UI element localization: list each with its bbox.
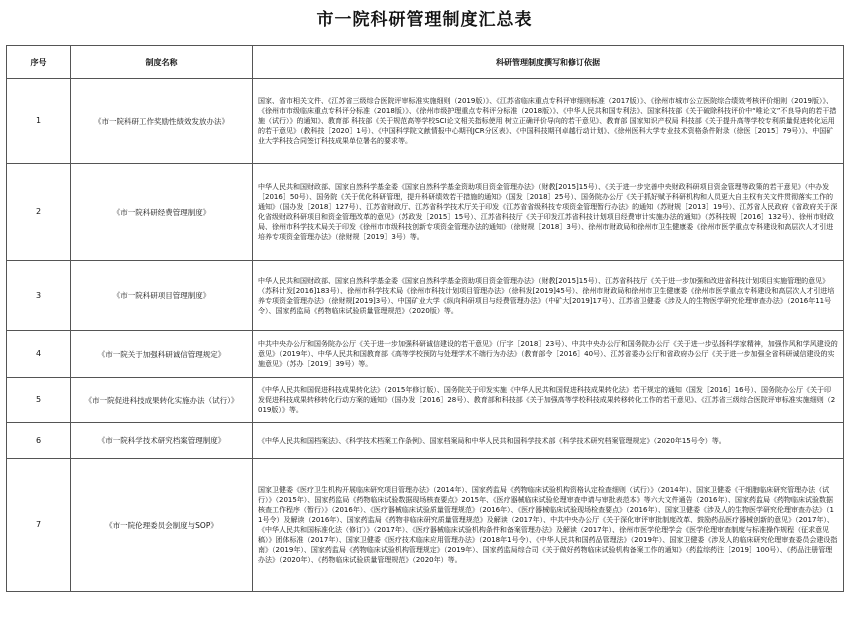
row-basis: 中华人民共和国财政部、国家自然科学基金委《国家自然科学基金资助项目资金管理办法》（财教[2015]15号）、江苏省科技厅《关于进一步加强和改进省科技计划项目实施管理的意见》（苏科计发[2016]183号）、徐州市科学技术局《徐州市科技计划项目管理办法》（徐科发[2019]45号）、徐州市财政局和徐州市卫生健康委《徐州市医学重点专科建设和高层次人才引进培养专项资金管理办法》（徐财规[2019]3号）、中国矿业大学《纵向科研项目与经费管理办法》（中矿大[2019]17号）、江苏省卫健委《涉及人的生物医学研究伦理审查办法》（2016年11号令）、国家药监局《药物临床试验质量管理规范》（2020版）等。: [253, 261, 844, 331]
row-basis: 国家卫健委《医疗卫生机构开展临床研究项目管理办法》（2014年）、国家药监局《药物临床试验机构资格认定检查细则（试行）》（2014年）、国家卫健委《干细胞临床研究管理办法（试行）》（2015年）、国家药监局《药物临床试验数据现场核查要点》2015年、《医疗器械临床试验伦理审查申请与审批表范本》等六大文件通告（2016年）、国家药监局《药物临床试验数据核查工作程序（暂行）》（2016年）、《医疗器械临床试验质量管理规范》（2016年）、《医疗器械临床试验现场检查要点》（2016年）、国家卫健委《涉及人的生物医学研究伦理审查办法》（11号令）及解读（2016年）、国家药监局《药物非临床研究质量管理规范》及解读（2017年）、中共中央办公厅《关于深化审评审批制度改革、鼓励药品医疗器械创新的意见》（2017年）、《中华人民共和国标准化法（修订）》（2017年）、《医疗器械临床试验机构条件和备案管理办法》及解读（2017年）、徐州市医学伦理学会《医学伦理审查制度与标准操作规程（征求意见稿）》团体标准（2017年）、国家卫健委《医疗技术临床应用管理办法》（2018年1号令）、《中华人民共和国药品管理法》（2019年）、国家卫健委《涉及人的临床研究伦理审查委员会建设指南》（2019年）、国家药监局《药物临床试验机构管理规定》（2019年）、国家药监局综合司《关于做好药物临床试验机构备案工作的通知》（药监综药注［2019］100号）、《药品注册管理办法》（2020年）、《药物临床试验质量管理规范》（2020年）等。: [253, 459, 844, 592]
table-row: [7, 79, 844, 164]
row-name: 《市一院科研工作奖励性绩效发放办法》: [71, 79, 253, 164]
row-basis: 中共中央办公厅和国务院办公厅《关于进一步加强科研诚信建设的若干意见》（厅字［2018］23号）、中共中央办公厅和国务院办公厅《关于进一步弘扬科学家精神，加强作风和学风建设的意见》（2019年）、中华人民共和国教育部《高等学校预防与处理学术不端行为办法》（教育部令［2016］40号）、江苏省委办公厅和省政府办公厅《关于进一步加强全省科研诚信建设的实施意见》（苏办［2019］39号）等。: [253, 331, 844, 378]
row-basis: 《中华人民共和国档案法》、《科学技术档案工作条例》、国家档案局和中华人民共和国科学技术部《科学技术研究档案管理规定》（2020年15号令）等。: [253, 423, 844, 459]
row-basis: 国家、省市相关文件、《江苏省三级综合医院评审标准实施细则（2019版）》、《江苏省临床重点专科评审细则标准（2017版）》、《徐州市城市公立医院综合绩效考核评价细则（2019版）》、《徐州市市级临床重点专科评分标准（2018版）》、《徐州市级护理重点专科评分标准（2018版）》、《中华人民共和国专利法》、国家科技部《关于破除科技评价中“唯论文”不良导向的若干措施（试行）》的通知》、教育部 科技部《关于规范高等学校SCI论文相关指标使用 树立正确评价导向的若干意见》、教育部 国家知识产权局 科技部《关于提升高等学校专利质量促进转化运用的若干意见》（教科技［2020］1号）、《中国科学院文献情报中心期刊JCR分区表》、《中国科技期刊卓越行动计划》、《徐州医科大学专业技术资格条件附录（徐医［2015］79号）》、中国矿业大学科技合同签订科技成果单位署名的要求等。: [253, 79, 844, 164]
row-name: 《市一院科学技术研究档案管理制度》: [71, 423, 253, 459]
row-name: 《市一院关于加强科研诚信管理规定》: [71, 331, 253, 378]
table-row: [7, 459, 844, 592]
table-row: [7, 164, 844, 261]
regulation-table: [6, 45, 844, 592]
row-no: 7: [7, 459, 71, 592]
header-basis: 科研管理制度撰写和修订依据: [253, 46, 844, 79]
table-row: [7, 331, 844, 378]
row-name: 《市一院伦理委员会制度与SOP》: [71, 459, 253, 592]
table-row: [7, 261, 844, 331]
row-no: 2: [7, 164, 71, 261]
row-no: 3: [7, 261, 71, 331]
row-no: 6: [7, 423, 71, 459]
row-basis: 中华人民共和国财政部、国家自然科学基金委《国家自然科学基金资助项目资金管理办法》（财教[2015]15号）、《关于进一步完善中央财政科研项目资金管理等政策的若干意见》（中办发［2016］50号）、国务院《关于优化科研管理，提升科研绩效若干措施的通知》（国发［2018］25号）、国务院办公厅《关于抓好赋予科研机构和人员更大自主权有关文件贯彻落实工作的通知》（国办发［2018］127号）、江苏省财政厅、江苏省科学技术厅关于印发《江苏省省级科技专项资金管理暂行办法》的通知（苏财规［2013］19号）、江苏省人民政府《省政府关于深化省级财政科研项目和资金管理改革的意见》（苏政发［2015］15号）、江苏省科技厅《关于印发江苏省科技计划项目经费审计实施办法的通知》（苏科技规［2016］132号）、徐州市财政局、徐州市科学技术局关于印发《徐州市市级科技创新专项资金管理办法的通知》（徐财规［2018］3号）、徐州市财政局和徐州市卫生健康委《徐州市医学重点专科建设和高层次人才引进培养专项资金管理办法》（徐财规［2019］3号）等。: [253, 164, 844, 261]
header-no: 序号: [7, 46, 71, 79]
row-name: 《市一院促进科技成果转化实施办法（试行）》: [71, 378, 253, 423]
row-no: 4: [7, 331, 71, 378]
header-name: 制度名称: [71, 46, 253, 79]
table-header-row: [7, 46, 844, 79]
document-title: 市一院科研管理制度汇总表: [316, 10, 533, 30]
row-name: 《市一院科研项目管理制度》: [71, 261, 253, 331]
row-name: 《市一院科研经费管理制度》: [71, 164, 253, 261]
row-no: 5: [7, 378, 71, 423]
table-row: [7, 378, 844, 423]
row-basis: 《中华人民共和国促进科技成果转化法》（2015年修订版）、国务院关于印发实施《中华人民共和国促进科技成果转化法》若干规定的通知（国发［2016］16号）、国务院办公厅《关于印发促进科技成果转移转化行动方案的通知》（国办发［2016］28号）、教育部和科技部《关于加强高等学校科技成果转移转化工作的若干意见》、《江苏省三级综合医院评审标准实施细则（2019版）》等。: [253, 378, 844, 423]
table-row: [7, 423, 844, 459]
row-no: 1: [7, 79, 71, 164]
